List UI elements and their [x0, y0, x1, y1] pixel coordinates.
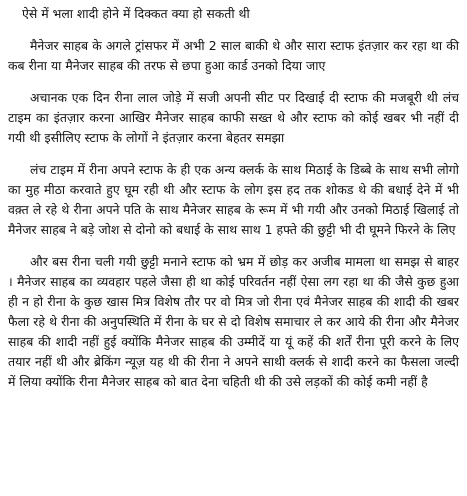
paragraph-4: लंच टाइम में रीना अपने स्टाफ के ही एक अन्य क्लर्क के साथ मिठाई के डिब्बे के साथ सभी लोगो का मुह मीठा करवाते हुए घूम रही थी और स्टाफ के लोग इस हद तक शोकड थे की बधाई देने में भी वक़्त ले रहे थे रीना अपने पति के साथ मैनेजर साहब के रूम में भी गयी और उनको मिठाई खिलाई तो मैनेजर साहब ने बड़े जोश से दोनो को बधाई के साथ साथ 1 हफ्ते की छुट्टी भी दी घूमने फिरने के लिए [8, 162, 459, 237]
paragraph-2: मैनेजर साहब के अगले ट्रांसफर में अभी 2 साल बाकी थे और सारा स्टाफ इंतज़ार कर रहा था की कब रीना या मैनेजर साहब की तरफ से छपा हुआ कार्ड उनको दिया जाए [8, 38, 459, 73]
paragraph-3: अचानक एक दिन रीना लाल जोड़े में सजी अपनी सीट पर दिखाई दी स्टाफ की मजबूरी थी लंच टाइम का इंतज़ार करना आखिर मैनेजर साहब काफी सख्त थे और स्टाफ को कोई खबर भी नहीं दी गयी थी इसीलिए स्टाफ के लोगों ने इंतज़ार करना बेहतर समझा [8, 90, 459, 145]
paragraph-1: ऐसे में भला शादी होने में दिक्कत क्या हो सकती थी [22, 6, 250, 21]
paragraph-5: और बस रीना चली गयी छुट्टी मनाने स्टाफ को भ्रम में छोड़ कर अजीब मामला था समझ से बाहर । मैनेजर साहब का व्यवहार पहले जैसा ही था कोई परिवर्तन नहीं ऐसा लग रहा था की जैसे कुछ हुआ ही न हो रीना के कुछ खास मित्र विशेष तौर पर वो मित्र जो रीना एवं मैनेजर साहब की शादी की खबर फैला रहे थे रीना की अनुपस्थिति में रीना के घर से दो विशेष समाचार ले कर आये की रीना और मैनेजर साहब की शादी नहीं हुई क्योंकि मैनेजर साहब की उम्मीदें या यूं कहें की शर्तें रीना पूरी करने के लिए तयार नहीं थी और ब्रेकिंग न्यूज़ यह थी की रीना ने अपने साथी क्लर्क से शादी करने का फैसला जल्दी में लिया क्योंकि रीना मैनेजर साहब को बात देना चहिती थी की उसे लड़कों की कोई कमी नहीं है [8, 254, 459, 389]
